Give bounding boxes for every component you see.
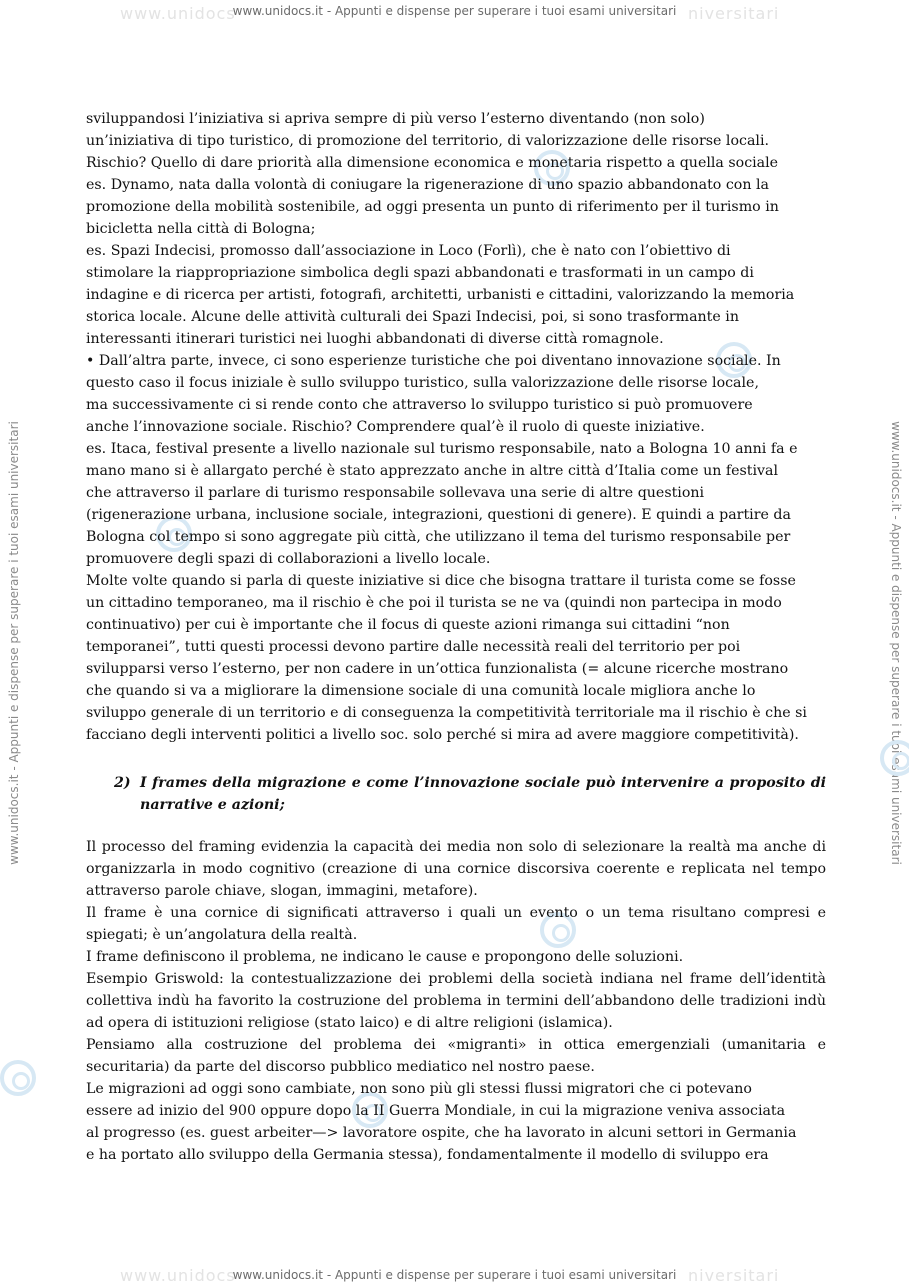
text-line: es. Itaca, festival presente a livello nazionale sul turismo responsabile, nato a Bologna 10 anni fa e xyxy=(86,441,798,457)
text-line: Molte volte quando si parla di queste iniziative si dice che bisogna trattare il turista come se fosse xyxy=(86,573,796,589)
paragraph: Pensiamo alla costruzione del problema dei «migranti» in ottica emergenziali (umanitaria e securitaria) da parte del discorso pubblico mediatico nel nostro paese. xyxy=(86,1037,826,1075)
text-line: anche l’innovazione sociale. Rischio? Comprendere qual’è il ruolo di queste iniziative. xyxy=(86,419,705,435)
text-line: un cittadino temporaneo, ma il rischio è che poi il turista se ne va (quindi non partecipa in modo xyxy=(86,595,782,611)
paragraph: Il frame è una cornice di significati attraverso i quali un evento o un tema risultano compresi e spiegati; è un’angolatura della realtà. xyxy=(86,905,826,943)
text-line: un’iniziativa di tipo turistico, di promozione del territorio, di valorizzazione delle risorse locali. xyxy=(86,133,769,149)
paragraph: Il processo del framing evidenzia la capacità dei media non solo di selezionare la realtà ma anche di organizzarla in modo cognitivo (creazione di una cornice discorsiva coerente e replicata nel tempo attraverso parole chiave, slogan, immagini, metafore). xyxy=(86,839,826,899)
watermark-ghost-right-bottom: niversitari xyxy=(688,1266,780,1285)
text-line: che attraverso il parlare di turismo responsabile sollevava una serie di altre questioni xyxy=(86,485,705,501)
text-line: Bologna col tempo si sono aggregate più città, che utilizzano il tema del turismo responsabile per xyxy=(86,529,791,545)
text-line: ma successivamente ci si rende conto che attraverso lo sviluppo turistico si può promuovere xyxy=(86,397,753,413)
text-line: facciano degli interventi politici a livello soc. solo perché si mira ad avere maggiore competitività). xyxy=(86,727,799,743)
text-line: promozione della mobilità sostenibile, ad oggi presenta un punto di riferimento per il turismo in xyxy=(86,199,779,215)
text-line: continuativo) per cui è importante che il focus di queste azioni rimanga sui cittadini “non xyxy=(86,617,730,633)
watermark-logo-icon xyxy=(880,740,909,776)
text-line: interessanti itinerari turistici nei luoghi abbandonati di diverse città romagnole. xyxy=(86,331,664,347)
text-line: e ha portato allo sviluppo della Germania stessa), fondamentalmente il modello di sviluppo era xyxy=(86,1147,769,1163)
text-line: (rigenerazione urbana, inclusione sociale, integrazioni, questioni di genere). E quindi a partire da xyxy=(86,507,791,523)
text-line: questo caso il focus iniziale è sullo sviluppo turistico, sulla valorizzazione delle risorse locale, xyxy=(86,375,759,391)
text-line: al progresso (es. guest arbeiter—> lavoratore ospite, che ha lavorato in alcuni settori in Germania xyxy=(86,1125,797,1141)
watermark-ghost-right: niversitari xyxy=(688,4,780,23)
section-title: I frames della migrazione e come l’innovazione sociale può intervenire a proposito di narrative e azioni; xyxy=(140,775,826,813)
text-line: es. Spazi Indecisi, promosso dall’associazione in Loco (Forlì), che è nato con l’obiettivo di xyxy=(86,243,731,259)
text-line: storica locale. Alcune delle attività culturali dei Spazi Indecisi, poi, si sono trasformante in xyxy=(86,309,739,325)
text-line: mano mano si è allargato perché è stato apprezzato anche in altre città d’Italia come un festival xyxy=(86,463,779,479)
text-line: sviluppo generale di un territorio e di conseguenza la competitività territoriale ma il rischio è che si xyxy=(86,705,807,721)
text-line: Rischio? Quello di dare priorità alla dimensione economica e monetaria rispetto a quella sociale xyxy=(86,155,779,171)
watermark-ghost-left-bottom: www.unidocs xyxy=(120,1266,236,1285)
watermark-right: www.unidocs.it - Appunti e dispense per superare i tuoi esami universitari xyxy=(889,421,903,865)
document-body xyxy=(86,108,826,1166)
text-line: bicicletta nella città di Bologna; xyxy=(86,221,316,237)
watermark-logo-icon xyxy=(0,1060,36,1096)
watermark-top: www.unidocs.it - Appunti e dispense per superare i tuoi esami universitari xyxy=(232,4,677,18)
text-line: stimolare la riappropriazione simbolica degli spazi abbandonati e trasformati in un campo di xyxy=(86,265,754,281)
text-line: che quando si va a migliorare la dimensione sociale di una comunità locale migliora anche lo xyxy=(86,683,756,699)
text-line: es. Dynamo, nata dalla volontà di coniugare la rigenerazione di uno spazio abbandonato con la xyxy=(86,177,769,193)
section-number: 2) xyxy=(114,775,131,791)
watermark-ghost-left: www.unidocs xyxy=(120,4,236,23)
text-line: svilupparsi verso l’esterno, per non cadere in un’ottica funzionalista (= alcune ricerche mostrano xyxy=(86,661,789,677)
paragraph-tourism xyxy=(86,108,826,746)
paragraph-migrations xyxy=(86,1078,826,1166)
text-line: sviluppandosi l’iniziativa si apriva sempre di più verso l’esterno diventando (non solo) xyxy=(86,111,705,127)
paragraph: Esempio Griswold: la contestualizzazione dei problemi della società indiana nel frame dell’identità collettiva indù ha favorito la costruzione del problema in termini dell’abbandono delle tradizioni indù ad opera di istituzioni religiose (stato laico) e di altre religioni (islamica). xyxy=(86,971,826,1031)
watermark-bottom: www.unidocs.it - Appunti e dispense per superare i tuoi esami universitari xyxy=(232,1268,677,1282)
watermark-left: www.unidocs.it - Appunti e dispense per superare i tuoi esami universitari xyxy=(7,421,21,865)
text-line: indagine e di ricerca per artisti, fotografi, architetti, urbanisti e cittadini, valorizzando la memoria xyxy=(86,287,795,303)
paragraph: I frame definiscono il problema, ne indicano le cause e propongono delle soluzioni. xyxy=(86,949,684,965)
text-line: promuovere degli spazi di collaborazioni a livello locale. xyxy=(86,551,491,567)
section-heading xyxy=(114,772,826,816)
text-line: Le migrazioni ad oggi sono cambiate, non sono più gli stessi flussi migratori che ci potevano xyxy=(86,1081,752,1097)
text-line: temporanei”, tutti questi processi devono partire dalle necessità reali del territorio per poi xyxy=(86,639,741,655)
text-line: • Dall’altra parte, invece, ci sono esperienze turistiche che poi diventano innovazione sociale. In xyxy=(86,353,781,369)
paragraph-framing xyxy=(86,836,826,1078)
text-line: essere ad inizio del 900 oppure dopo la II Guerra Mondiale, in cui la migrazione veniva associata xyxy=(86,1103,786,1119)
